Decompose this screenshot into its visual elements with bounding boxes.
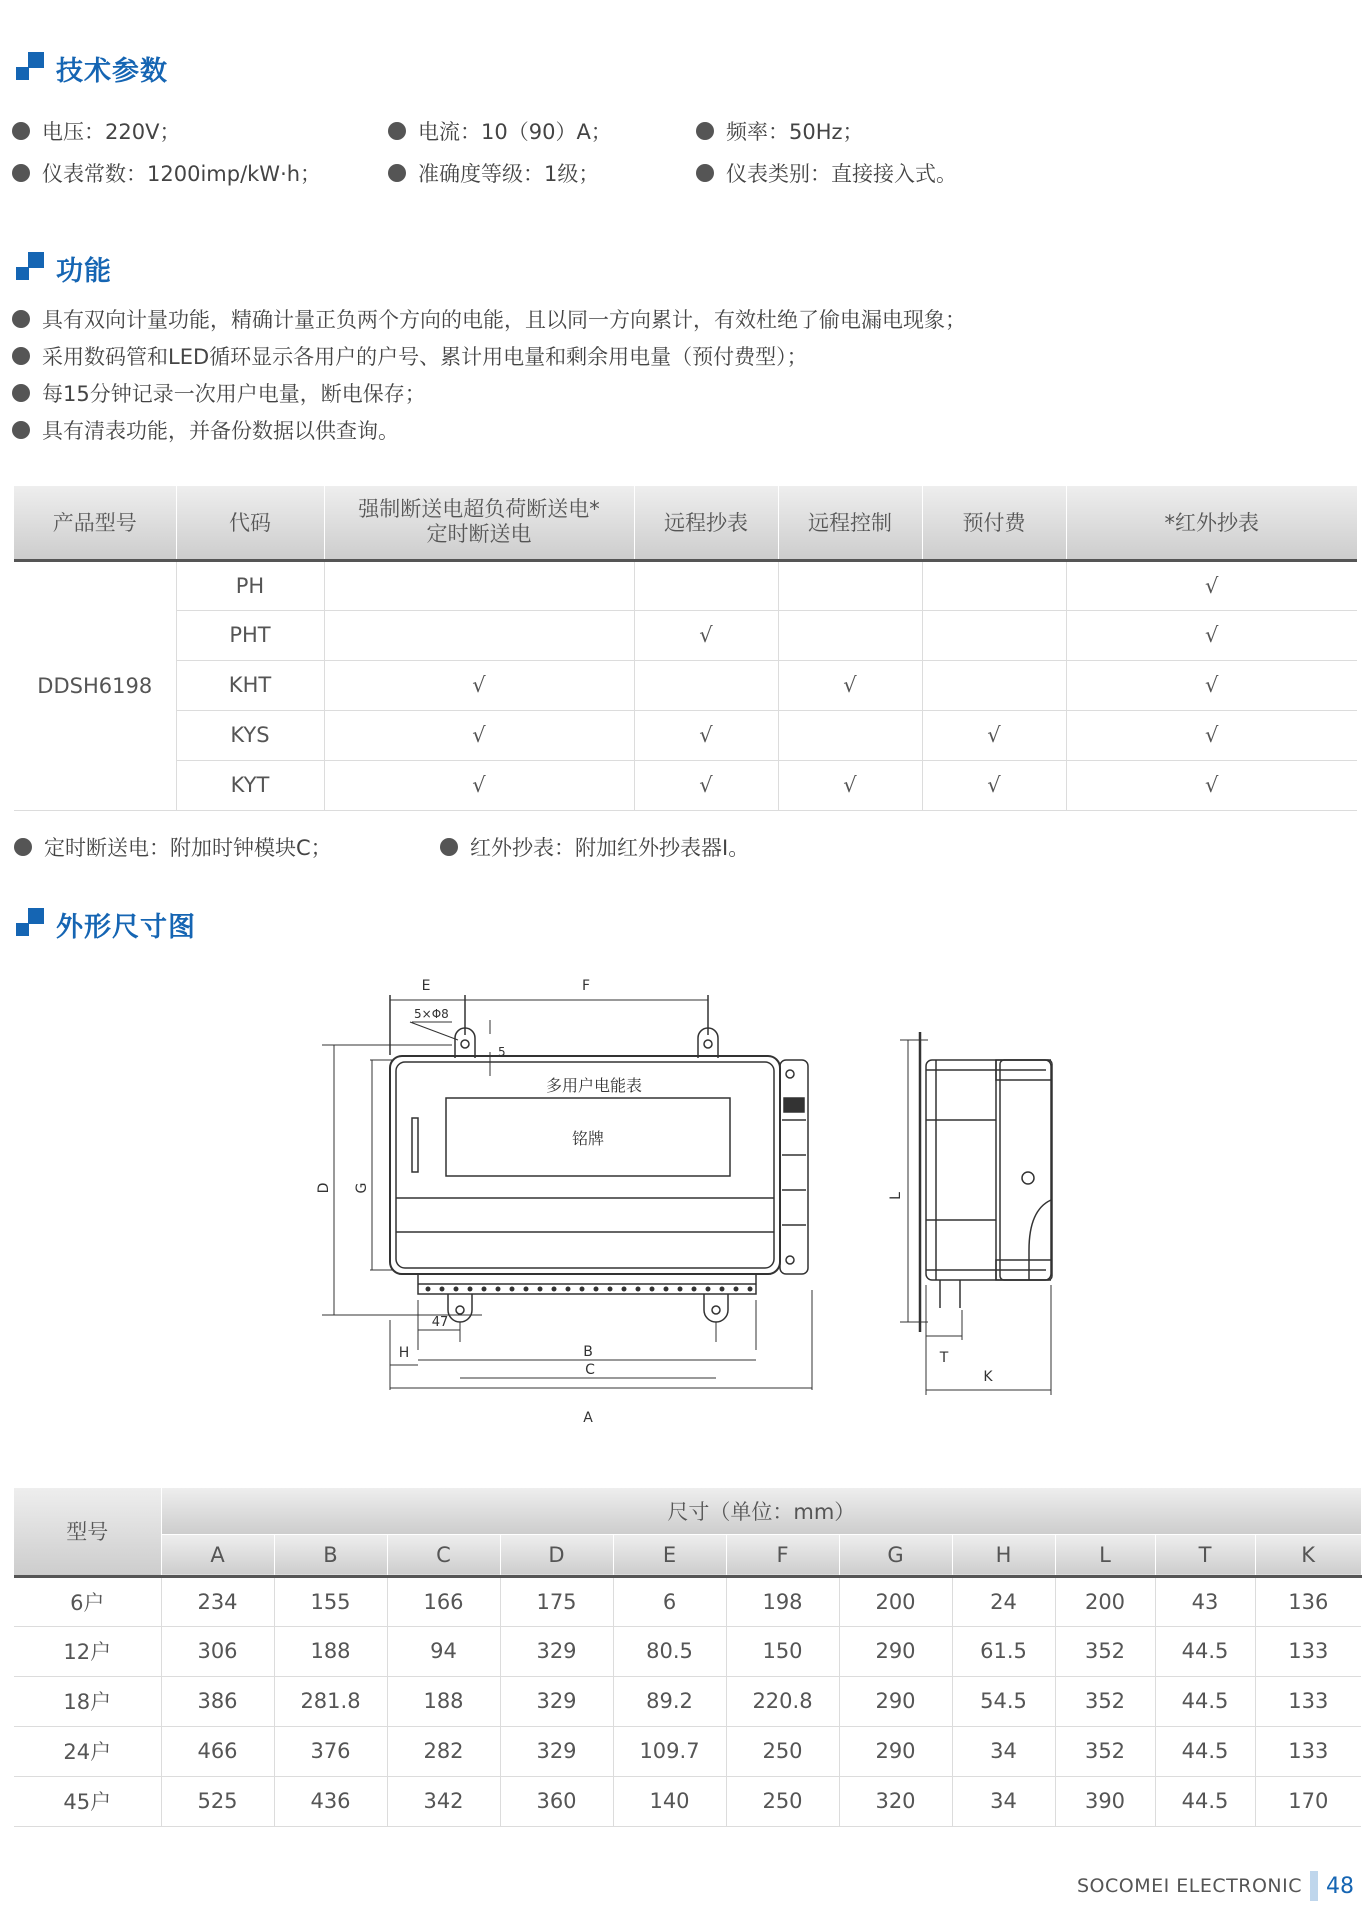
page-footer <box>1077 1871 1354 1901</box>
bullet-icon <box>388 164 406 182</box>
check-mark: √ <box>922 710 1066 760</box>
value-cell: 150 <box>726 1626 839 1676</box>
header-cell: H <box>952 1534 1055 1576</box>
value-cell: 290 <box>839 1726 952 1776</box>
section-icon <box>14 908 46 940</box>
value-cell: 136 <box>1255 1576 1361 1626</box>
model-cell: 24户 <box>14 1726 161 1776</box>
dim-label-l: L <box>888 1192 904 1200</box>
value-cell: 290 <box>839 1676 952 1726</box>
value-cell: 61.5 <box>952 1626 1055 1676</box>
header-cell: T <box>1155 1534 1255 1576</box>
section-dimensions <box>14 904 196 944</box>
function-item: 具有清表功能，并备份数据以供查询。 <box>12 415 399 445</box>
value-cell: 360 <box>500 1776 613 1826</box>
header-cell: 代码 <box>176 486 324 560</box>
page-number: 48 <box>1326 1873 1354 1899</box>
dim-label-e: E <box>421 978 431 994</box>
check-mark: √ <box>324 760 634 810</box>
value-cell: 133 <box>1255 1726 1361 1776</box>
section-title: 功能 <box>56 255 112 287</box>
table-header-row <box>14 1534 1361 1576</box>
param-item: 电流：10（90）A； <box>388 116 612 146</box>
dim-label-k: K <box>983 1369 993 1385</box>
header-cell: 尺寸（单位：mm） <box>161 1488 1361 1534</box>
meter-title: 多用户电能表 <box>545 1076 643 1095</box>
header-cell: 产品型号 <box>14 486 176 560</box>
check-mark: √ <box>324 660 634 710</box>
dim-label-5: 5 <box>498 1045 506 1059</box>
value-cell: 188 <box>274 1626 387 1676</box>
table-header-row <box>14 486 1357 560</box>
value-cell: 34 <box>952 1726 1055 1776</box>
table-row <box>14 760 1357 810</box>
table-row <box>14 660 1357 710</box>
table-row <box>14 1576 1361 1626</box>
value-cell: 109.7 <box>613 1726 726 1776</box>
section-title: 外形尺寸图 <box>56 911 196 943</box>
check-mark: √ <box>634 610 778 660</box>
note-item: 定时断送电：附加时钟模块C； <box>14 832 332 862</box>
header-cell: *红外抄表 <box>1066 486 1357 560</box>
dim-label-f: F <box>581 978 591 994</box>
value-cell: 34 <box>952 1776 1055 1826</box>
code-cell: PH <box>176 560 324 610</box>
check-mark: √ <box>1066 760 1357 810</box>
section-title: 技术参数 <box>56 55 168 87</box>
table-row <box>14 710 1357 760</box>
dim-label-g: G <box>354 1182 370 1194</box>
value-cell: 342 <box>387 1776 500 1826</box>
note-item: 红外抄表：附加红外抄表器I。 <box>440 832 749 862</box>
value-cell: 320 <box>839 1776 952 1826</box>
model-cell: DDSH6198 <box>14 560 176 810</box>
bullet-icon <box>696 122 714 140</box>
code-cell: KYS <box>176 710 324 760</box>
value-cell: 44.5 <box>1155 1776 1255 1826</box>
value-cell: 220.8 <box>726 1676 839 1726</box>
dimension-drawing <box>0 960 1372 1440</box>
dim-label-a: A <box>583 1410 593 1426</box>
value-cell: 140 <box>613 1776 726 1826</box>
value-cell: 376 <box>274 1726 387 1776</box>
check-mark: √ <box>634 710 778 760</box>
param-item: 仪表常数：1200imp/kW·h； <box>12 158 321 188</box>
header-cell: F <box>726 1534 839 1576</box>
value-cell: 306 <box>161 1626 274 1676</box>
model-cell: 12户 <box>14 1626 161 1676</box>
header-cell: C <box>387 1534 500 1576</box>
value-cell: 329 <box>500 1676 613 1726</box>
bullet-icon <box>12 310 30 328</box>
value-cell: 133 <box>1255 1676 1361 1726</box>
header-cell: B <box>274 1534 387 1576</box>
value-cell: 352 <box>1055 1726 1155 1776</box>
footer-divider <box>1310 1871 1318 1901</box>
value-cell: 170 <box>1255 1776 1361 1826</box>
section-functions <box>14 248 112 288</box>
value-cell: 290 <box>839 1626 952 1676</box>
value-cell: 390 <box>1055 1776 1155 1826</box>
value-cell: 43 <box>1155 1576 1255 1626</box>
header-cell: E <box>613 1534 726 1576</box>
check-mark: √ <box>778 760 922 810</box>
header-cell: 型号 <box>14 1488 161 1576</box>
table-row <box>14 1776 1361 1826</box>
value-cell: 44.5 <box>1155 1626 1255 1676</box>
check-mark: √ <box>922 760 1066 810</box>
dim-label-d: D <box>316 1182 332 1194</box>
value-cell: 166 <box>387 1576 500 1626</box>
value-cell: 198 <box>726 1576 839 1626</box>
bullet-icon <box>14 838 32 856</box>
dim-label-t: T <box>939 1350 949 1366</box>
header-cell: 远程控制 <box>778 486 922 560</box>
table-row <box>14 560 1357 610</box>
table-row <box>14 1726 1361 1776</box>
header-cell: K <box>1255 1534 1361 1576</box>
param-item: 准确度等级：1级； <box>388 158 599 188</box>
table-row <box>14 610 1357 660</box>
header-cell: 预付费 <box>922 486 1066 560</box>
param-item: 电压：220V； <box>12 116 180 146</box>
check-mark: √ <box>324 710 634 760</box>
value-cell: 250 <box>726 1726 839 1776</box>
bullet-icon <box>696 164 714 182</box>
value-cell: 466 <box>161 1726 274 1776</box>
code-cell: PHT <box>176 610 324 660</box>
header-cell: 强制断送电超负荷断送电* 定时断送电 <box>324 486 634 560</box>
value-cell: 329 <box>500 1626 613 1676</box>
value-cell: 352 <box>1055 1676 1155 1726</box>
check-mark: √ <box>1066 560 1357 610</box>
section-icon <box>14 52 46 84</box>
header-cell: G <box>839 1534 952 1576</box>
value-cell: 94 <box>387 1626 500 1676</box>
nameplate-label: 铭牌 <box>571 1129 605 1148</box>
value-cell: 282 <box>387 1726 500 1776</box>
value-cell: 133 <box>1255 1626 1361 1676</box>
value-cell: 200 <box>1055 1576 1155 1626</box>
hole-label: 5×Φ8 <box>414 1007 449 1021</box>
value-cell: 525 <box>161 1776 274 1826</box>
model-table <box>14 486 1357 811</box>
param-item: 仪表类别：直接接入式。 <box>696 158 957 188</box>
value-cell: 329 <box>500 1726 613 1776</box>
value-cell: 54.5 <box>952 1676 1055 1726</box>
dim-label-b: B <box>583 1344 593 1360</box>
function-item: 采用数码管和LED循环显示各用户的户号、累计用电量和剩余用电量（预付费型）； <box>12 341 808 371</box>
table-row <box>14 1626 1361 1676</box>
value-cell: 175 <box>500 1576 613 1626</box>
bullet-icon <box>12 122 30 140</box>
value-cell: 200 <box>839 1576 952 1626</box>
model-cell: 6户 <box>14 1576 161 1626</box>
model-cell: 45户 <box>14 1776 161 1826</box>
dim-label-47: 47 <box>431 1315 449 1330</box>
dim-label-c: C <box>585 1362 595 1378</box>
header-cell: A <box>161 1534 274 1576</box>
value-cell: 44.5 <box>1155 1676 1255 1726</box>
bullet-icon <box>12 164 30 182</box>
value-cell: 281.8 <box>274 1676 387 1726</box>
function-item: 每15分钟记录一次用户电量，断电保存； <box>12 378 426 408</box>
code-cell: KHT <box>176 660 324 710</box>
value-cell: 24 <box>952 1576 1055 1626</box>
table-row <box>14 1676 1361 1726</box>
check-mark: √ <box>778 660 922 710</box>
bullet-icon <box>12 384 30 402</box>
check-mark: √ <box>634 760 778 810</box>
param-item: 频率：50Hz； <box>696 116 864 146</box>
bullet-icon <box>388 122 406 140</box>
bullet-icon <box>12 347 30 365</box>
value-cell: 44.5 <box>1155 1726 1255 1776</box>
check-mark: √ <box>1066 610 1357 660</box>
function-item: 具有双向计量功能，精确计量正负两个方向的电能，且以同一方向累计，有效杜绝了偷电漏电现象； <box>12 304 966 334</box>
value-cell: 89.2 <box>613 1676 726 1726</box>
bullet-icon <box>12 421 30 439</box>
value-cell: 352 <box>1055 1626 1155 1676</box>
value-cell: 155 <box>274 1576 387 1626</box>
header-cell: 远程抄表 <box>634 486 778 560</box>
value-cell: 188 <box>387 1676 500 1726</box>
check-mark: √ <box>1066 660 1357 710</box>
model-cell: 18户 <box>14 1676 161 1726</box>
section-tech-params <box>14 48 168 88</box>
value-cell: 436 <box>274 1776 387 1826</box>
value-cell: 250 <box>726 1776 839 1826</box>
code-cell: KYT <box>176 760 324 810</box>
header-cell: D <box>500 1534 613 1576</box>
header-cell: L <box>1055 1534 1155 1576</box>
value-cell: 6 <box>613 1576 726 1626</box>
table-header-row <box>14 1488 1361 1534</box>
company-name: SOCOMEI ELECTRONIC <box>1077 1875 1302 1897</box>
dimension-table <box>14 1488 1362 1827</box>
check-mark: √ <box>1066 710 1357 760</box>
value-cell: 80.5 <box>613 1626 726 1676</box>
dim-label-h: H <box>398 1345 410 1361</box>
bullet-icon <box>440 838 458 856</box>
value-cell: 234 <box>161 1576 274 1626</box>
value-cell: 386 <box>161 1676 274 1726</box>
section-icon <box>14 252 46 284</box>
